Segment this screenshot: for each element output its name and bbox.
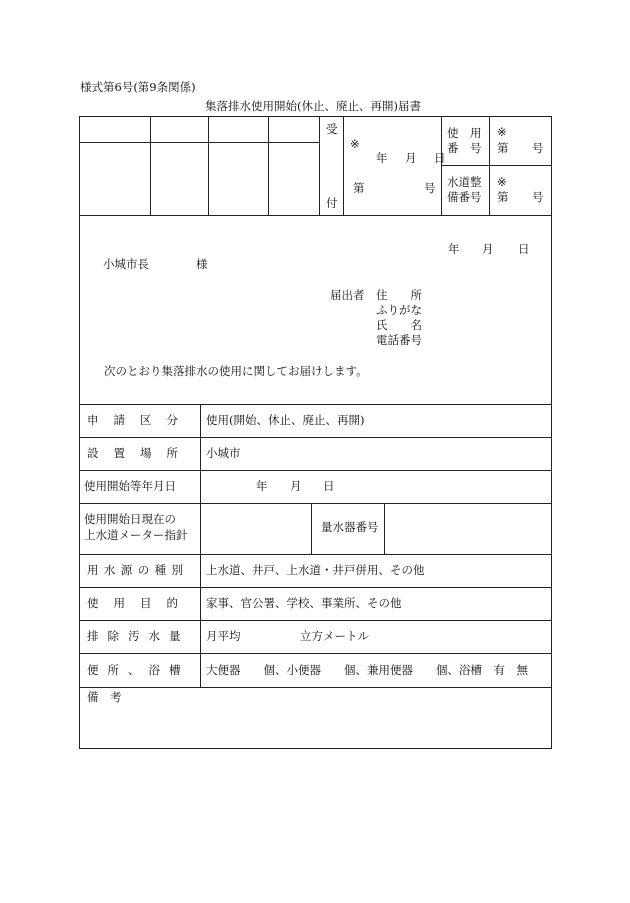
sama-label: 様 (196, 257, 208, 271)
water-number-label-1: 水道整 (447, 175, 482, 189)
meter-value-field[interactable] (201, 504, 311, 554)
discharge-label: 排除汚水量 (87, 629, 190, 643)
submission-year: 年 (448, 242, 460, 256)
name-label: 氏 名 (376, 318, 422, 332)
start-date-day: 日 (323, 479, 335, 493)
purpose-value: 家事、官公署、学校、事業所、その他 (206, 596, 402, 610)
water-source-value: 上水道、井戸、上水道・井戸併用、その他 (206, 563, 425, 577)
use-number-go: 号 (532, 141, 544, 155)
location-label: 設置場所 (87, 446, 193, 460)
reception-dai: 第 (353, 181, 365, 195)
phone-label: 電話番号 (376, 333, 422, 347)
discharge-prefix: 月平均 (206, 629, 241, 643)
purpose-label: 使用目的 (87, 596, 193, 610)
start-date-label: 使用開始等年月日 (84, 479, 176, 493)
remarks-label: 備 考 (87, 690, 122, 704)
applicant-label: 届出者 (330, 288, 365, 302)
use-number-mark: ※ (497, 125, 507, 139)
water-number-go: 号 (532, 190, 544, 204)
reception-mark: ※ (350, 137, 360, 151)
reception-go: 号 (424, 181, 436, 195)
remarks-field[interactable] (80, 708, 550, 748)
water-source-label: 用水源の種別 (87, 563, 189, 577)
location-value: 小城市 (206, 446, 241, 460)
toilet-label: 便所、浴槽 (87, 663, 190, 677)
start-date-month: 月 (290, 479, 302, 493)
water-number-dai: 第 (497, 190, 509, 204)
address-label: 住 所 (376, 288, 422, 302)
use-number-label-1: 使 用 (447, 126, 482, 140)
form-number: 様式第6号(第9条関係) (80, 80, 196, 94)
use-number-dai: 第 (497, 141, 509, 155)
water-number-mark: ※ (497, 175, 507, 189)
toilet-value: 大便器 個、小便器 個、兼用便器 個、浴槽 有 無 (206, 663, 528, 677)
reception-date: 年 月 日 (376, 151, 449, 165)
application-type-label (87, 415, 193, 427)
furigana-label: ふりがな (376, 303, 422, 317)
water-number-label-2: 備番号 (447, 190, 482, 204)
submission-month: 月 (482, 242, 494, 256)
reception-tsuke: 付 (326, 196, 338, 210)
discharge-unit: 立方メートル (300, 629, 369, 643)
meter-number-label: 量水器番号 (321, 520, 379, 534)
application-type-label-text: 申請区分 (87, 413, 193, 427)
meter-label-2: 上水道メーター指針 (84, 528, 188, 542)
mayor-label: 小城市長 (103, 257, 149, 271)
start-date-year: 年 (256, 479, 268, 493)
application-type-value: 使用(開始、休止、廃止、再開) (206, 413, 365, 427)
statement-text: 次のとおり集落排水の使用に関してお届けします。 (104, 364, 368, 378)
form-title: 集落排水使用開始(休止、廃止、再開)届書 (205, 99, 421, 113)
meter-number-field[interactable] (385, 504, 551, 554)
meter-label-1: 使用開始日現在の (84, 512, 176, 526)
reception-uke: 受 (326, 122, 338, 136)
use-number-label-2: 番 号 (447, 141, 482, 155)
submission-day: 日 (518, 242, 530, 256)
